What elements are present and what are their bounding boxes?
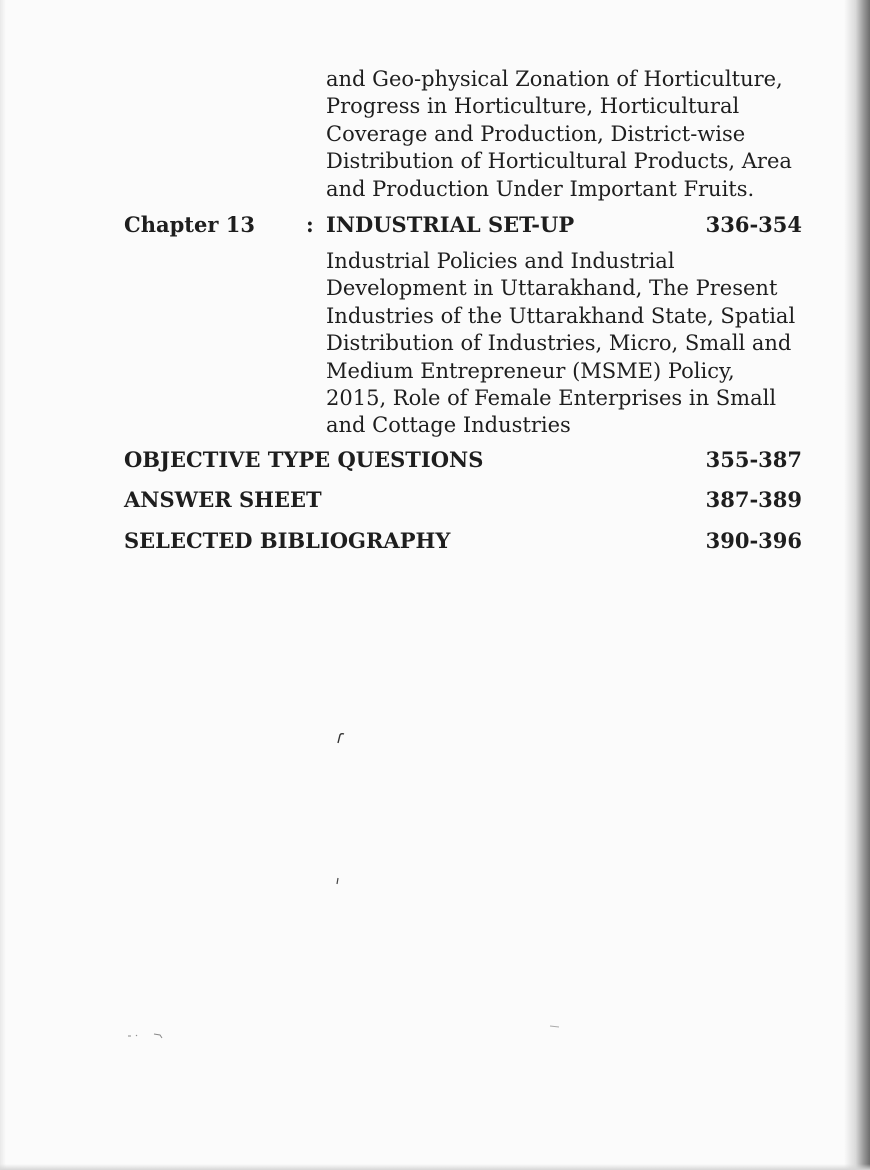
description-line: Medium Entrepreneur (MSME) Policy, xyxy=(326,358,735,383)
description-line: Coverage and Production, District-wise xyxy=(326,121,746,146)
description-line: Distribution of Industries, Micro, Small and xyxy=(326,331,792,356)
entry-title: ANSWER SHEET xyxy=(124,487,322,512)
page-left-edge xyxy=(0,0,6,1170)
description-line: Industries of the Uttarakhand State, Spatial xyxy=(326,303,796,328)
chapter-13-description xyxy=(326,248,802,440)
entry-page-range: 387-389 xyxy=(705,487,802,512)
objective-questions-entry xyxy=(124,447,802,477)
chapter-title: INDUSTRIAL SET-UP xyxy=(326,212,575,237)
description-line: Progress in Horticulture, Horticultural xyxy=(326,94,740,119)
scan-speck xyxy=(548,1022,562,1030)
description-line: and Cottage Industries xyxy=(326,413,571,438)
entry-page-range: 355-387 xyxy=(705,447,802,472)
chapter-separator: : xyxy=(306,212,314,237)
scan-speck xyxy=(336,732,346,744)
description-line: Distribution of Horticultural Products, Area xyxy=(326,149,792,174)
description-line: 2015, Role of Female Enterprises in Small xyxy=(326,386,777,411)
entry-title: SELECTED BIBLIOGRAPHY xyxy=(124,528,451,553)
chapter-13-entry xyxy=(124,212,802,242)
page-right-edge-shadow xyxy=(844,0,870,1170)
page-bottom-edge xyxy=(0,1164,870,1170)
previous-chapter-description xyxy=(326,66,802,203)
scan-speck xyxy=(335,876,341,886)
description-line: Industrial Policies and Industrial xyxy=(326,249,675,273)
chapter-page-range: 336-354 xyxy=(705,212,802,237)
description-line: Development in Uttarakhand, The Present xyxy=(326,276,778,301)
entry-page-range: 390-396 xyxy=(705,528,802,553)
description-line: and Geo-physical Zonation of Horticulture, xyxy=(326,67,783,91)
scan-speck xyxy=(126,1030,166,1040)
chapter-label: Chapter 13 xyxy=(124,212,255,237)
answer-sheet-entry xyxy=(124,487,802,517)
description-line: and Production Under Important Fruits. xyxy=(326,176,755,201)
entry-title: OBJECTIVE TYPE QUESTIONS xyxy=(124,447,484,472)
bibliography-entry xyxy=(124,528,802,558)
